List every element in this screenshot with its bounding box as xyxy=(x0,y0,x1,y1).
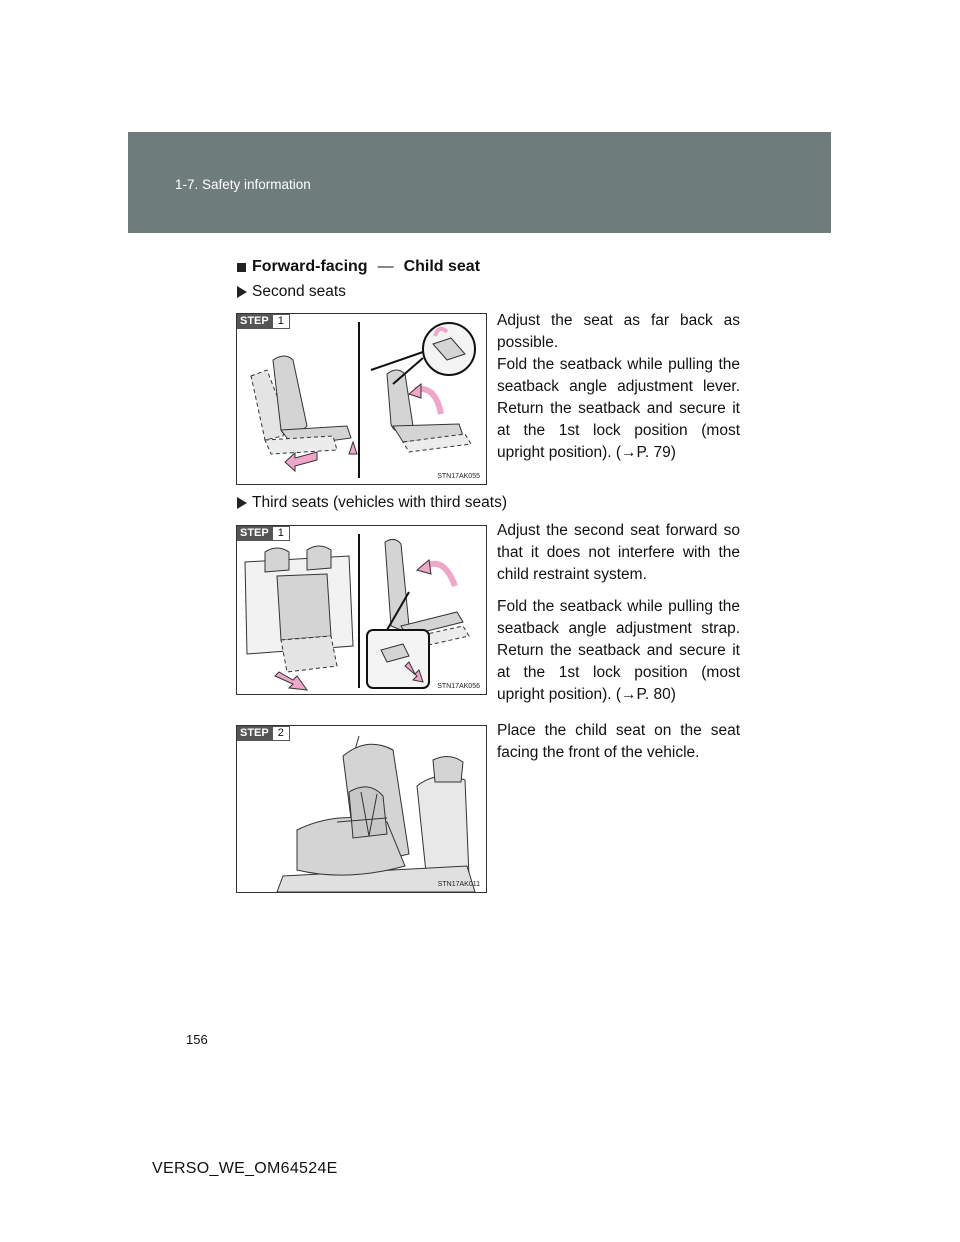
paragraph: Place the child seat on the seat facing the front of the vehicle. xyxy=(497,722,740,761)
footer-code: VERSO_WE_OM64524E xyxy=(152,1160,338,1177)
step-label: STEP xyxy=(237,314,272,329)
page-number: 156 xyxy=(186,1032,208,1047)
subsection-second-seats xyxy=(237,283,346,301)
square-bullet-icon xyxy=(237,263,246,272)
heading xyxy=(237,258,480,276)
step-badge xyxy=(237,526,290,541)
heading-dash: — xyxy=(377,258,394,275)
figure-step1-second-seats xyxy=(236,313,487,485)
step1-second-text xyxy=(497,310,740,464)
step2-third-text xyxy=(497,720,740,764)
step-label: STEP xyxy=(237,526,272,541)
paragraph: Adjust the second seat forward so that it does not interfere with the child restraint system. xyxy=(497,522,740,583)
step-badge xyxy=(237,314,290,329)
step-label: STEP xyxy=(237,726,272,741)
step-badge xyxy=(237,726,290,741)
figure-code: STN17AK056 xyxy=(437,683,480,690)
heading-part1: Forward-facing xyxy=(252,258,368,275)
seat-illustration xyxy=(237,314,486,484)
subsection-label: Second seats xyxy=(252,283,346,300)
figure-step2-third-seats xyxy=(236,725,487,893)
triangle-bullet-icon xyxy=(237,286,247,298)
step-number: 2 xyxy=(272,726,290,741)
figure-step1-third-seats xyxy=(236,525,487,695)
triangle-bullet-icon xyxy=(237,497,247,509)
paragraph: Fold the seatback while pulling the seatback angle adjustment strap. Return the seatback and secure it at the 1st lock position (most upright position). (→P. 80) xyxy=(497,598,740,703)
header-band xyxy=(128,132,831,233)
step1-third-text xyxy=(497,520,740,706)
subsection-label: Third seats (vehicles with third seats) xyxy=(252,494,507,511)
heading-part2: Child seat xyxy=(403,258,481,275)
step-number: 1 xyxy=(272,314,290,329)
step-number: 1 xyxy=(272,526,290,541)
seat-illustration xyxy=(237,526,486,694)
paragraph: Fold the seatback while pulling the seatback angle adjustment lever. Return the seatback and secure it at the 1st lock position (most upright position). (→P. 79) xyxy=(497,356,740,461)
figure-code: STN17AK011 xyxy=(437,881,480,888)
section-title: 1-7. Safety information xyxy=(175,177,311,192)
paragraph: Adjust the seat as far back as possible. xyxy=(497,312,740,351)
figure-code: STN17AK055 xyxy=(437,473,480,480)
subsection-third-seats xyxy=(237,494,507,512)
child-seat-illustration xyxy=(237,726,486,892)
